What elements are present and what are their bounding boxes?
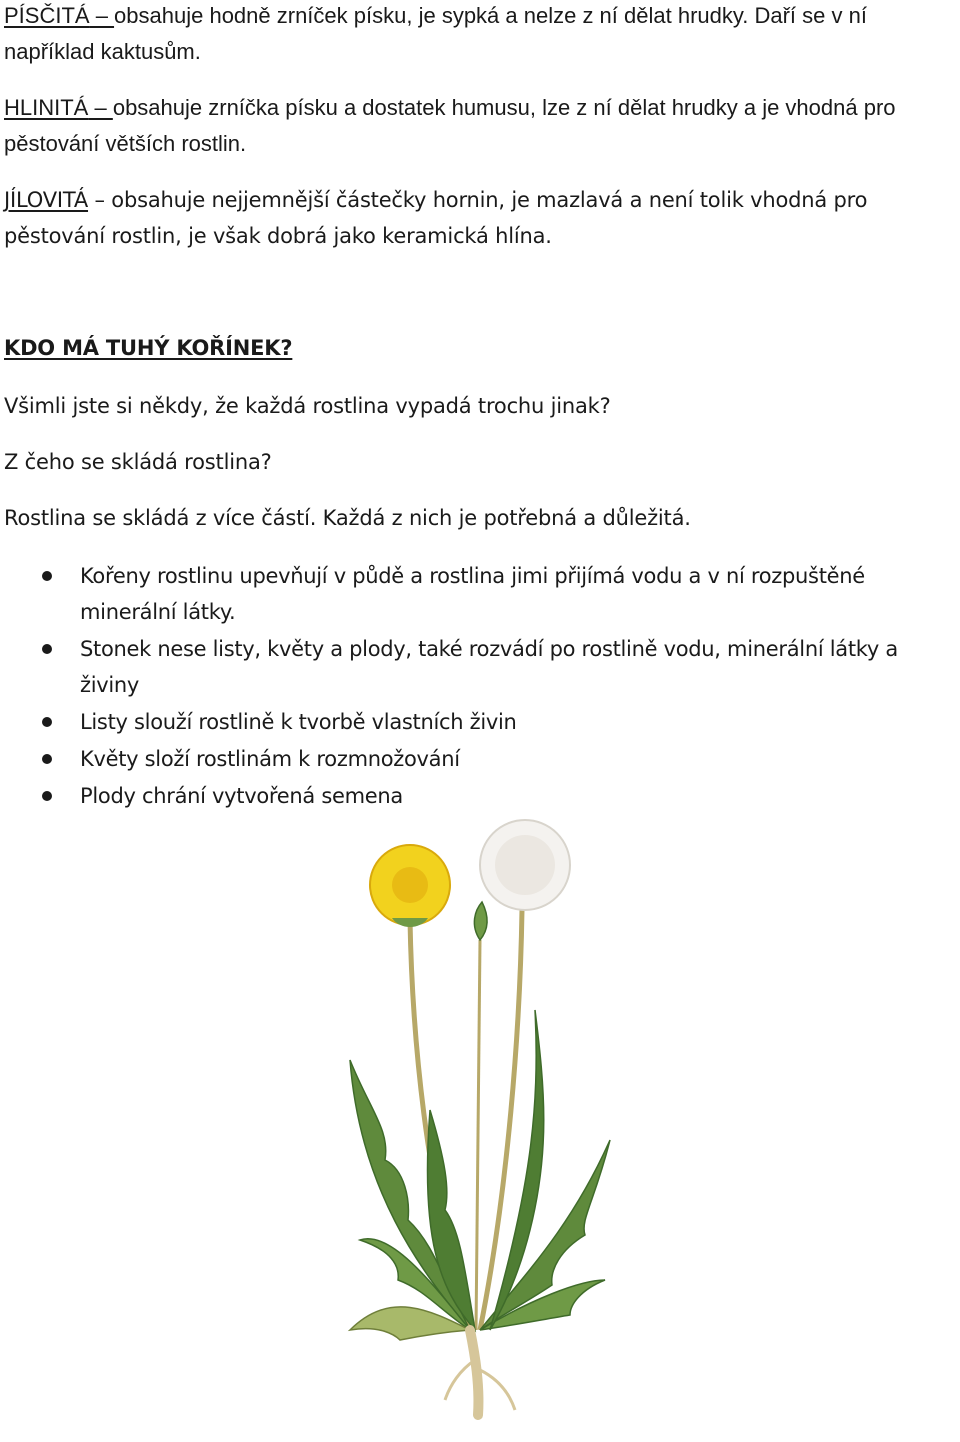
list-item — [0, 778, 960, 814]
soil-type-dash: – — [89, 3, 115, 28]
list-item — [0, 631, 960, 703]
bullet-icon — [42, 644, 52, 654]
list-item-text: Plody chrání vytvořená semena — [80, 784, 403, 808]
list-item-text: Kořeny rostlinu upevňují v půdě a rostlina jimi přijímá vodu a v ní rozpuštěné minerální látky. — [80, 564, 865, 624]
dandelion-plant-illustration — [330, 810, 630, 1430]
soil-type-sandy — [4, 0, 954, 70]
list-item-text: Listy slouží rostlině k tvorbě vlastních živin — [80, 710, 517, 734]
flower-sepals — [392, 918, 428, 927]
list-item-text: Květy složí rostlinám k rozmnožování — [80, 747, 460, 771]
list-item — [0, 741, 960, 777]
soil-type-name: JÍLOVITÁ — [4, 188, 89, 212]
bullet-icon — [42, 571, 52, 581]
taproot — [470, 1330, 478, 1415]
soil-type-dash: – — [88, 95, 113, 120]
soil-type-loamy — [4, 90, 954, 162]
list-item-text: Stonek nese listy, květy a plody, také rozvádí po rostlině vodu, minerální látky a živiny — [80, 637, 898, 697]
root-branch — [480, 1370, 515, 1410]
section-heading: KDO MÁ TUHÝ KOŘÍNEK? — [4, 336, 293, 360]
plant-parts-list — [0, 558, 960, 815]
list-item — [0, 558, 960, 630]
list-item — [0, 704, 960, 740]
soil-type-description: obsahuje zrníčka písku a dostatek humusu, lze z ní dělat hrudky a je vhodná pro pěstování větších rostlin. — [4, 95, 896, 156]
soil-type-name: HLINITÁ — [4, 95, 89, 120]
flower-bud — [474, 902, 487, 940]
question-text: Z čeho se skládá rostlina? — [4, 450, 272, 474]
question-text: Všimli jste si někdy, že každá rostlina vypadá trochu jinak? — [4, 394, 611, 418]
seed-head-inner — [495, 835, 555, 895]
flower-center — [392, 867, 428, 903]
bullet-icon — [42, 791, 52, 801]
bud-stem — [476, 940, 480, 1330]
root-branch — [445, 1360, 475, 1400]
bullet-icon — [42, 754, 52, 764]
bullet-icon — [42, 717, 52, 727]
soil-type-clay — [4, 182, 954, 254]
statement-text: Rostlina se skládá z více částí. Každá z nich je potřebná a důležitá. — [4, 506, 691, 530]
soil-type-dash: – — [88, 188, 112, 212]
soil-type-description: obsahuje nejjemnější částečky hornin, je mazlavá a není tolik vhodná pro pěstování rostlin, je však dobrá jako keramická hlína. — [4, 188, 868, 248]
soil-type-description: obsahuje hodně zrníček písku, je sypká a nelze z ní dělat hrudky. Daří se v ní například kaktusům. — [4, 3, 867, 64]
soil-type-name: PÍSČITÁ — [4, 3, 90, 28]
